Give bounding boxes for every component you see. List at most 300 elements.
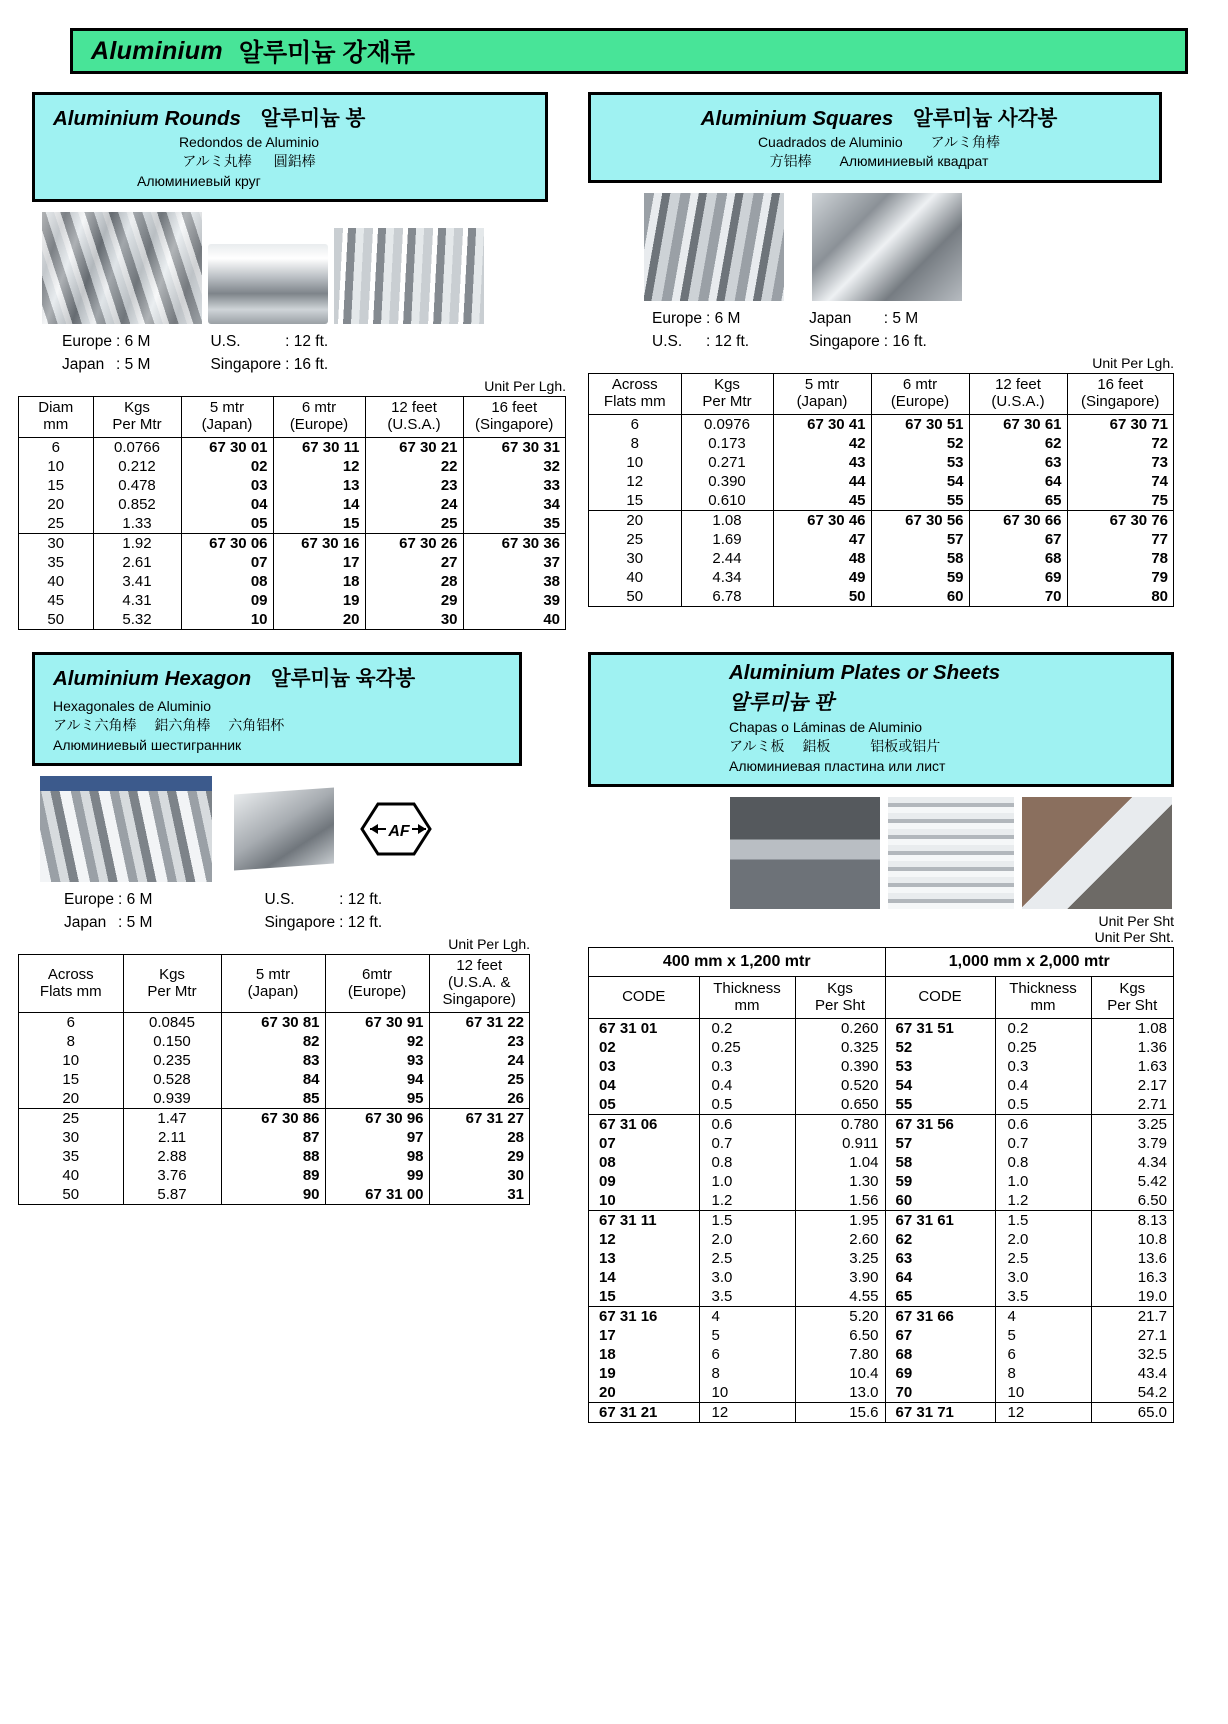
cell-kgs-right: 3.25 [1091, 1115, 1173, 1135]
cell-thickness-left: 0.4 [699, 1076, 795, 1095]
cell-code-left: 09 [589, 1172, 699, 1191]
cell-kgs-left: 13.0 [795, 1383, 885, 1403]
plates-sub-zh: 铝板或铝片 [870, 738, 941, 755]
aluminium-plate-photo-1 [730, 797, 880, 909]
table-row [589, 434, 1173, 453]
cell-code-6mtr: 53 [871, 453, 969, 472]
squares-header [588, 92, 1162, 183]
cell-kgs: 1.08 [681, 510, 773, 530]
cell-code-6mtr: 99 [325, 1166, 429, 1185]
cell-thickness-left: 2.5 [699, 1249, 795, 1268]
hexagon-sub-ru: Алюминиевый шестигранник [53, 736, 242, 753]
cell-kgs: 3.41 [93, 572, 181, 591]
cell-kgs: 1.92 [93, 534, 181, 554]
plates-col-code-left: CODE [589, 976, 699, 1019]
cell-kgs: 0.235 [123, 1051, 221, 1070]
hexagon-photos [40, 776, 580, 882]
plates-unit-note: Unit Per Sht. [1094, 928, 1174, 945]
aluminium-plate-photo-2 [888, 797, 1014, 909]
table-row [589, 453, 1173, 472]
cell-thickness-right: 2.5 [995, 1249, 1091, 1268]
cell-code-right: 69 [885, 1364, 995, 1383]
cell-code-5mtr: 88 [221, 1147, 325, 1166]
cell-code-6mtr: 19 [273, 591, 365, 610]
hexagon-col-af: Across Flats mm [19, 955, 123, 1012]
cell-code-12feet: 25 [429, 1070, 529, 1089]
cell-thickness-left: 1.5 [699, 1211, 795, 1231]
hexagon-length-value-0: : 6 M [117, 890, 153, 908]
hexagon-length-label-2: Japan [64, 914, 107, 932]
cell-kgs: 0.852 [93, 495, 181, 514]
cell-code-12feet: 65 [969, 491, 1067, 511]
rounds-col-12feet: 12 feet (U.S.A.) [365, 397, 463, 437]
aluminium-hexagon-photo-1 [40, 776, 212, 882]
squares-sub-ja: アルミ角棒 [930, 134, 1001, 150]
table-row [589, 1038, 1173, 1057]
cell-thickness-left: 1.0 [699, 1172, 795, 1191]
cell-diam: 10 [19, 457, 93, 476]
table-row [589, 1134, 1173, 1153]
cell-code-6mtr: 13 [273, 476, 365, 495]
cell-code-12feet: 31 [429, 1185, 529, 1204]
cell-code-6mtr: 67 30 11 [273, 438, 365, 458]
squares-sub-ru: Алюминиевый квадрат [839, 153, 989, 170]
cell-code-12feet: 70 [969, 587, 1067, 606]
hexagon-af-icon [356, 798, 442, 860]
cell-code-5mtr: 03 [181, 476, 273, 495]
cell-code-16feet: 67 30 71 [1067, 414, 1173, 434]
table-row [589, 1172, 1173, 1191]
plates-col-code-right: CODE [885, 976, 995, 1019]
rounds-title-kr: 알루미늄 봉 [260, 107, 366, 130]
cell-code-right: 63 [885, 1249, 995, 1268]
cell-kgs-left: 5.20 [795, 1307, 885, 1327]
cell-thickness-right: 1.5 [995, 1211, 1091, 1231]
cell-thickness-left: 5 [699, 1326, 795, 1345]
table-row [19, 438, 565, 458]
aluminium-squares-photo-1 [644, 193, 784, 301]
cell-code-16feet: 32 [463, 457, 565, 476]
table-row [19, 1147, 529, 1166]
plates-sub-ja: アルミ板 [729, 738, 785, 755]
table-row [589, 1019, 1173, 1039]
table-row [589, 530, 1173, 549]
cell-across-flats: 6 [589, 414, 681, 434]
hexagon-sub-zh2: 六角铝杯 [228, 717, 285, 734]
cell-code-16feet: 67 30 31 [463, 438, 565, 458]
cell-code-6mtr: 15 [273, 514, 365, 534]
cell-diam: 50 [19, 610, 93, 629]
cell-code-12feet: 24 [365, 495, 463, 514]
table-row [589, 1364, 1173, 1383]
cell-code-6mtr: 18 [273, 572, 365, 591]
table-row [589, 1249, 1173, 1268]
cell-code-12feet: 64 [969, 472, 1067, 491]
cell-code-5mtr: 67 30 06 [181, 534, 273, 554]
hexagon-length-label-3: Singapore [264, 914, 336, 932]
cell-kgs-left: 1.04 [795, 1153, 885, 1172]
hexagon-length-label-1: U.S. [264, 890, 295, 908]
table-row [19, 514, 565, 534]
cell-kgs-right: 16.3 [1091, 1268, 1173, 1287]
plates-sub-zh0: 鋁板 [802, 738, 831, 755]
cell-thickness-left: 4 [699, 1307, 795, 1327]
squares-lengths [648, 307, 1188, 354]
table-row [589, 1230, 1173, 1249]
cell-kgs-left: 0.390 [795, 1057, 885, 1076]
table-row [589, 414, 1173, 434]
cell-kgs-right: 27.1 [1091, 1326, 1173, 1345]
cell-code-left: 67 31 16 [589, 1307, 699, 1327]
table-row [19, 1128, 529, 1147]
cell-kgs-left: 7.80 [795, 1345, 885, 1364]
cell-kgs: 5.87 [123, 1185, 221, 1204]
hexagon-length-label-0: Europe [64, 890, 114, 908]
cell-thickness-right: 0.25 [995, 1038, 1091, 1057]
cell-kgs-left: 0.780 [795, 1115, 885, 1135]
cell-code-6mtr: 12 [273, 457, 365, 476]
cell-code-left: 14 [589, 1268, 699, 1287]
squares-length-value-2: : 12 ft. [705, 332, 750, 350]
cell-code-12feet: 23 [365, 476, 463, 495]
cell-kgs-left: 3.25 [795, 1249, 885, 1268]
cell-code-right: 65 [885, 1287, 995, 1307]
cell-code-12feet: 29 [429, 1147, 529, 1166]
cell-kgs: 5.32 [93, 610, 181, 629]
table-row [589, 1095, 1173, 1115]
cell-code-right: 68 [885, 1345, 995, 1364]
cell-code-6mtr: 57 [871, 530, 969, 549]
cell-code-right: 60 [885, 1191, 995, 1211]
cell-code-12feet: 26 [429, 1089, 529, 1109]
cell-thickness-right: 3.0 [995, 1268, 1091, 1287]
cell-code-16feet: 77 [1067, 530, 1173, 549]
cell-thickness-right: 0.3 [995, 1057, 1091, 1076]
cell-across-flats: 40 [19, 1166, 123, 1185]
hexagon-length-value-1: : 12 ft. [339, 890, 383, 908]
rounds-lengths [58, 330, 580, 377]
cell-diam: 6 [19, 438, 93, 458]
rounds-length-value-1: : 12 ft. [285, 332, 329, 350]
cell-code-6mtr: 67 30 16 [273, 534, 365, 554]
cell-code-5mtr: 67 30 86 [221, 1108, 325, 1128]
cell-kgs: 0.0766 [93, 438, 181, 458]
hexagon-col-6mtr: 6mtr (Europe) [325, 955, 429, 1012]
cell-code-16feet: 74 [1067, 472, 1173, 491]
cell-thickness-right: 12 [995, 1403, 1091, 1423]
cell-kgs-right: 43.4 [1091, 1364, 1173, 1383]
plates-col-thickness-left: Thickness mm [699, 976, 795, 1019]
rounds-sub-zh: 圓鋁棒 [273, 153, 316, 170]
cell-code-5mtr: 67 30 41 [773, 414, 871, 434]
aluminium-rounds-photo-3 [334, 228, 484, 324]
cell-code-left: 67 31 21 [589, 1403, 699, 1423]
hexagon-af-diagram [356, 798, 442, 860]
cell-code-5mtr: 87 [221, 1128, 325, 1147]
cell-code-right: 52 [885, 1038, 995, 1057]
cell-thickness-right: 5 [995, 1326, 1091, 1345]
squares-length-label-0: Europe [652, 309, 702, 327]
cell-kgs: 2.61 [93, 553, 181, 572]
cell-kgs: 0.390 [681, 472, 773, 491]
cell-kgs: 2.88 [123, 1147, 221, 1166]
cell-code-5mtr: 90 [221, 1185, 325, 1204]
table-row [19, 476, 565, 495]
squares-length-value-0: : 6 M [705, 309, 741, 327]
hexagon-title [53, 661, 509, 691]
table-row [589, 587, 1173, 606]
cell-code-12feet: 67 30 61 [969, 414, 1067, 434]
rounds-title-en: Aluminium Rounds [53, 107, 241, 130]
cell-kgs-right: 65.0 [1091, 1403, 1173, 1423]
table-row [589, 1345, 1173, 1364]
cell-code-12feet: 67 [969, 530, 1067, 549]
cell-kgs: 1.69 [681, 530, 773, 549]
cell-across-flats: 50 [19, 1185, 123, 1204]
cell-kgs-right: 2.71 [1091, 1095, 1173, 1115]
cell-kgs: 0.173 [681, 434, 773, 453]
cell-thickness-left: 0.2 [699, 1019, 795, 1039]
cell-kgs-left: 2.60 [795, 1230, 885, 1249]
rounds-col-16feet: 16 feet (Singapore) [463, 397, 565, 437]
cell-kgs-right: 3.79 [1091, 1134, 1173, 1153]
cell-thickness-right: 8 [995, 1364, 1091, 1383]
cell-code-12feet: 30 [365, 610, 463, 629]
cell-thickness-right: 0.7 [995, 1134, 1091, 1153]
rounds-header [32, 92, 548, 202]
squares-table [589, 374, 1173, 606]
cell-code-16feet: 67 30 36 [463, 534, 565, 554]
squares-title [609, 101, 1149, 131]
plates-col-kgs-left: Kgs Per Sht [795, 976, 885, 1019]
cell-kgs: 6.78 [681, 587, 773, 606]
cell-diam: 20 [19, 495, 93, 514]
cell-across-flats: 35 [19, 1147, 123, 1166]
rounds-length-value-2: : 5 M [115, 356, 151, 374]
rounds-col-diam: Diam mm [19, 397, 93, 437]
cell-code-5mtr: 42 [773, 434, 871, 453]
cell-code-left: 67 31 11 [589, 1211, 699, 1231]
cell-thickness-right: 1.0 [995, 1172, 1091, 1191]
plates-size-right: 1,000 mm x 2,000 mtr [885, 948, 1173, 976]
rounds-sub-ja: アルミ丸棒 [182, 153, 252, 170]
cell-code-left: 02 [589, 1038, 699, 1057]
cell-code-16feet: 40 [463, 610, 565, 629]
cell-kgs-right: 1.08 [1091, 1019, 1173, 1039]
cell-diam: 15 [19, 476, 93, 495]
cell-code-right: 67 31 56 [885, 1115, 995, 1135]
cell-thickness-left: 0.3 [699, 1057, 795, 1076]
rounds-title [53, 101, 535, 131]
cell-code-6mtr: 67 30 51 [871, 414, 969, 434]
table-row [589, 549, 1173, 568]
cell-kgs-left: 3.90 [795, 1268, 885, 1287]
cell-code-right: 55 [885, 1095, 995, 1115]
squares-table-header-row [589, 374, 1173, 414]
cell-kgs-right: 2.17 [1091, 1076, 1173, 1095]
table-row [589, 1076, 1173, 1095]
cell-across-flats: 20 [589, 510, 681, 530]
cell-code-5mtr: 67 30 46 [773, 510, 871, 530]
cell-kgs: 4.31 [93, 591, 181, 610]
cell-thickness-right: 1.2 [995, 1191, 1091, 1211]
cell-code-6mtr: 95 [325, 1089, 429, 1109]
cell-code-5mtr: 84 [221, 1070, 325, 1089]
cell-code-6mtr: 17 [273, 553, 365, 572]
cell-code-5mtr: 08 [181, 572, 273, 591]
cell-thickness-left: 0.25 [699, 1038, 795, 1057]
aluminium-plate-photo-3 [1022, 797, 1172, 909]
squares-sub-zh: 方铝棒 [769, 153, 812, 170]
cell-thickness-right: 0.2 [995, 1019, 1091, 1039]
squares-length-value-3: : 16 ft. [883, 332, 927, 350]
rounds-length-value-0: : 6 M [115, 332, 151, 350]
squares-title-kr: 알루미늄 사각봉 [912, 107, 1058, 130]
plates-photos [730, 797, 1188, 909]
cell-code-left: 12 [589, 1230, 699, 1249]
squares-col-12feet: 12 feet (U.S.A.) [969, 374, 1067, 414]
cell-code-left: 10 [589, 1191, 699, 1211]
cell-code-12feet: 67 30 66 [969, 510, 1067, 530]
cell-thickness-left: 12 [699, 1403, 795, 1423]
section-aluminium-plates [588, 652, 1188, 1423]
table-row [19, 1070, 529, 1089]
hexagon-sub-zh1: 鋁六角棒 [154, 717, 211, 734]
cell-kgs: 0.528 [123, 1070, 221, 1089]
hexagon-unit-note: Unit Per Lgh. [448, 936, 530, 953]
hexagon-sub-es: Hexagonales de Aluminio [53, 698, 211, 715]
plates-col-thickness-right: Thickness mm [995, 976, 1091, 1019]
cell-code-16feet: 67 30 76 [1067, 510, 1173, 530]
table-row [589, 1057, 1173, 1076]
cell-code-12feet: 63 [969, 453, 1067, 472]
cell-kgs: 1.33 [93, 514, 181, 534]
cell-code-5mtr: 82 [221, 1032, 325, 1051]
cell-code-16feet: 34 [463, 495, 565, 514]
cell-thickness-left: 8 [699, 1364, 795, 1383]
table-row [589, 1383, 1173, 1403]
cell-across-flats: 10 [589, 453, 681, 472]
aluminium-squares-photo-2 [812, 193, 962, 301]
plates-table [589, 948, 1173, 1423]
table-row [589, 1403, 1173, 1423]
cell-code-5mtr: 07 [181, 553, 273, 572]
cell-code-5mtr: 04 [181, 495, 273, 514]
table-row [19, 1108, 529, 1128]
cell-code-6mtr: 58 [871, 549, 969, 568]
hexagon-col-12feet: 12 feet (U.S.A. & Singapore) [429, 955, 529, 1012]
aluminium-rounds-photo-2 [208, 244, 328, 324]
cell-thickness-left: 3.0 [699, 1268, 795, 1287]
cell-across-flats: 50 [589, 587, 681, 606]
cell-kgs-right: 8.13 [1091, 1211, 1173, 1231]
rounds-length-label-2: Japan [62, 356, 105, 374]
cell-kgs-right: 32.5 [1091, 1345, 1173, 1364]
cell-code-12feet: 28 [365, 572, 463, 591]
cell-kgs: 1.47 [123, 1108, 221, 1128]
plates-header [588, 652, 1174, 787]
cell-code-6mtr: 20 [273, 610, 365, 629]
squares-table-wrap [588, 373, 1174, 607]
cell-thickness-left: 1.2 [699, 1191, 795, 1211]
table-row [19, 591, 565, 610]
cell-code-right: 57 [885, 1134, 995, 1153]
table-row [19, 572, 565, 591]
rounds-unit-note: Unit Per Lgh. [484, 378, 566, 395]
cell-kgs-left: 0.911 [795, 1134, 885, 1153]
cell-code-left: 04 [589, 1076, 699, 1095]
cell-across-flats: 25 [589, 530, 681, 549]
cell-code-5mtr: 89 [221, 1166, 325, 1185]
cell-thickness-right: 3.5 [995, 1287, 1091, 1307]
cell-code-left: 07 [589, 1134, 699, 1153]
rounds-table-wrap [18, 396, 566, 630]
squares-photos [644, 193, 1188, 301]
cell-code-5mtr: 48 [773, 549, 871, 568]
table-row [19, 1166, 529, 1185]
cell-kgs: 3.76 [123, 1166, 221, 1185]
cell-code-12feet: 24 [429, 1051, 529, 1070]
cell-code-16feet: 75 [1067, 491, 1173, 511]
cell-code-right: 64 [885, 1268, 995, 1287]
cell-code-5mtr: 05 [181, 514, 273, 534]
cell-across-flats: 40 [589, 568, 681, 587]
cell-thickness-left: 6 [699, 1345, 795, 1364]
rounds-photos [42, 212, 580, 324]
cell-thickness-right: 0.5 [995, 1095, 1091, 1115]
rounds-col-5mtr: 5 mtr (Japan) [181, 397, 273, 437]
cell-code-6mtr: 59 [871, 568, 969, 587]
cell-code-left: 67 31 06 [589, 1115, 699, 1135]
cell-code-right: 67 [885, 1326, 995, 1345]
cell-code-5mtr: 44 [773, 472, 871, 491]
squares-col-kgs: Kgs Per Mtr [681, 374, 773, 414]
cell-code-6mtr: 93 [325, 1051, 429, 1070]
cell-thickness-left: 0.7 [699, 1134, 795, 1153]
squares-unit-note: Unit Per Lgh. [1092, 355, 1174, 372]
table-row [19, 534, 565, 554]
cell-kgs: 2.11 [123, 1128, 221, 1147]
table-row [589, 1268, 1173, 1287]
rounds-length-label-1: U.S. [210, 332, 241, 350]
plates-unit-note-photo: Unit Per Sht [1098, 912, 1174, 929]
cell-thickness-right: 0.6 [995, 1115, 1091, 1135]
section-aluminium-hexagon [18, 652, 580, 1423]
plates-size-header-row [589, 948, 1173, 976]
cell-thickness-right: 0.4 [995, 1076, 1091, 1095]
cell-code-5mtr: 10 [181, 610, 273, 629]
hexagon-lengths [60, 888, 580, 935]
rounds-sub-ru: Алюминиевый круг [137, 172, 261, 189]
cell-code-16feet: 33 [463, 476, 565, 495]
cell-code-12feet: 67 30 21 [365, 438, 463, 458]
cell-code-16feet: 38 [463, 572, 565, 591]
plates-title-en: Aluminium Plates or Sheets [729, 661, 1001, 685]
cell-kgs: 0.610 [681, 491, 773, 511]
rounds-length-label-3: Singapore [210, 356, 282, 374]
cell-diam: 40 [19, 572, 93, 591]
plates-col-kgs-right: Kgs Per Sht [1091, 976, 1173, 1019]
aluminium-hexagon-photo-2 [234, 787, 334, 870]
cell-across-flats: 8 [19, 1032, 123, 1051]
hexagon-header [32, 652, 522, 766]
hexagon-title-kr: 알루미늄 육각봉 [270, 667, 416, 691]
cell-across-flats: 10 [19, 1051, 123, 1070]
squares-col-af: Across Flats mm [589, 374, 681, 414]
rounds-sub-es: Redondos de Aluminio [178, 134, 320, 150]
cell-code-right: 58 [885, 1153, 995, 1172]
cell-code-12feet: 67 31 22 [429, 1012, 529, 1032]
